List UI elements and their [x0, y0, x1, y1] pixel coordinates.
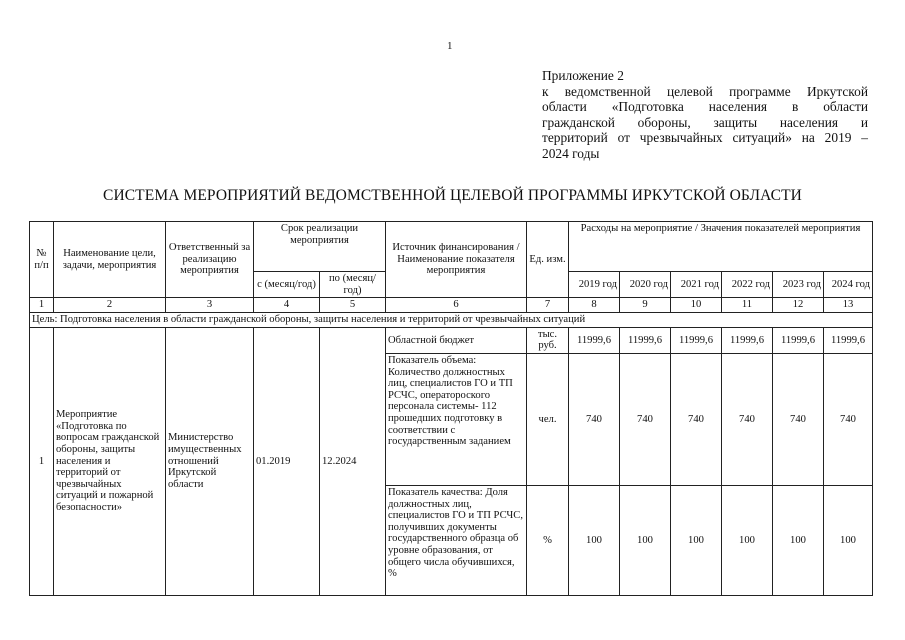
- header-period-to: по (месяц/год): [320, 272, 386, 298]
- annex-line: территорий от чрезвычайных ситуаций» на 2019 –: [542, 130, 868, 145]
- measure-from: 01.2019: [254, 327, 320, 595]
- value-cell: 740: [824, 353, 873, 485]
- header-unit: Ед. изм.: [527, 222, 569, 298]
- header-year: 2022 год: [722, 272, 773, 298]
- annex-line: к ведомственной целевой программе Иркутской: [542, 83, 868, 99]
- header-year: 2020 год: [620, 272, 671, 298]
- header-year: 2019 год: [569, 272, 620, 298]
- value-cell: 100: [671, 485, 722, 595]
- value-cell: 11999,6: [773, 327, 824, 353]
- column-number: 1: [30, 298, 54, 313]
- column-number: 13: [824, 298, 873, 313]
- column-number: 5: [320, 298, 386, 313]
- column-number: 11: [722, 298, 773, 313]
- annex-block: [542, 68, 868, 161]
- value-cell: 11999,6: [671, 327, 722, 353]
- annex-line: области «Подготовка населения в области: [542, 99, 868, 114]
- column-number: 10: [671, 298, 722, 313]
- header-year: 2021 год: [671, 272, 722, 298]
- header-source: Источник финансирования / Наименование показателя мероприятия: [386, 222, 527, 298]
- source-label: Областной бюджет: [386, 327, 527, 353]
- column-number: 3: [166, 298, 254, 313]
- header-year: 2023 год: [773, 272, 824, 298]
- column-number: 7: [527, 298, 569, 313]
- value-cell: 740: [773, 353, 824, 485]
- annex-line: 2024 годы: [542, 145, 600, 161]
- value-cell: 740: [722, 353, 773, 485]
- header-responsible: Ответственный за реализацию мероприятия: [166, 222, 254, 298]
- document-title: СИСТЕМА МЕРОПРИЯТИЙ ВЕДОМСТВЕННОЙ ЦЕЛЕВОЙ ПРОГРАММЫ ИРКУТСКОЙ ОБЛАСТИ: [103, 187, 802, 204]
- value-cell: 740: [620, 353, 671, 485]
- unit-cell: %: [527, 485, 569, 595]
- value-cell: 100: [620, 485, 671, 595]
- column-number: 4: [254, 298, 320, 313]
- value-cell: 740: [569, 353, 620, 485]
- column-number: 12: [773, 298, 824, 313]
- header-period: Срок реализации мероприятия: [254, 222, 386, 272]
- value-cell: 100: [824, 485, 873, 595]
- header-expenses: Расходы на мероприятие / Значения показателей мероприятия: [569, 222, 873, 272]
- unit-cell: тыс. руб.: [527, 327, 569, 353]
- value-cell: 100: [722, 485, 773, 595]
- annex-line: гражданской обороны, защиты населения и: [542, 114, 868, 130]
- value-cell: 100: [773, 485, 824, 595]
- header-name: Наименование цели, задачи, мероприятия: [54, 222, 166, 298]
- column-number: 6: [386, 298, 527, 313]
- page-number: 1: [447, 40, 453, 52]
- annex-line: Приложение 2: [542, 68, 624, 83]
- indicator-label: Показатель объема: Количество должностных лиц, специалистов ГО и ТП РСЧС, оператороского персонала системы- 112 прошедших подготовку в соответствии с государственным заданием: [386, 353, 527, 485]
- value-cell: 11999,6: [620, 327, 671, 353]
- value-cell: 11999,6: [722, 327, 773, 353]
- goal-row: Цель: Подготовка населения в области гражданской обороны, защиты населения и территорий от чрезвычайных ситуаций: [30, 312, 873, 327]
- column-number: 2: [54, 298, 166, 313]
- value-cell: 11999,6: [569, 327, 620, 353]
- value-cell: 100: [569, 485, 620, 595]
- value-cell: 740: [671, 353, 722, 485]
- indicator-label: Показатель качества: Доля должностных лиц, специалистов ГО и ТП РСЧС, получивших документы государственного образца об уровне образования, от общего числа обучившихся, %: [386, 485, 527, 595]
- header-num: № п/п: [30, 222, 54, 298]
- measure-to: 12.2024: [320, 327, 386, 595]
- measure-responsible: Министерство имущественных отношений Иркутской области: [166, 327, 254, 595]
- column-number: 9: [620, 298, 671, 313]
- value-cell: 11999,6: [824, 327, 873, 353]
- header-period-from: с (месяц/год): [254, 272, 320, 298]
- row-number: 1: [30, 327, 54, 595]
- header-year: 2024 год: [824, 272, 873, 298]
- column-number: 8: [569, 298, 620, 313]
- unit-cell: чел.: [527, 353, 569, 485]
- measure-name: Мероприятие «Подготовка по вопросам гражданской обороны, защиты населения и территорий от чрезвычайных ситуаций и пожарной безопасности»: [54, 327, 166, 595]
- measures-table: [29, 221, 873, 596]
